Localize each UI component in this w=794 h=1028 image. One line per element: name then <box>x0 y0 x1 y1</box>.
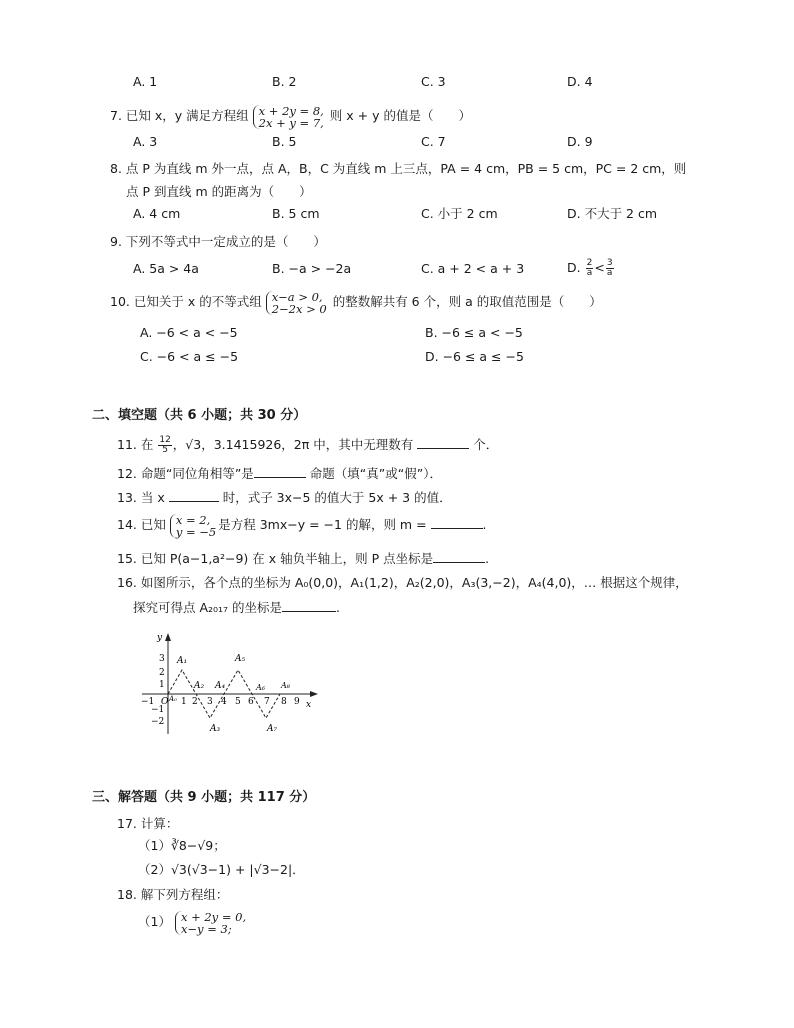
q6-option-a: A. 1 <box>133 74 158 89</box>
q9-option-c: C. a + 2 < a + 3 <box>421 261 525 276</box>
question-13 <box>117 489 452 506</box>
question-14 <box>117 512 487 538</box>
x-axis-arrow <box>310 691 318 697</box>
q14-equation-system <box>170 514 218 538</box>
q7-equation-system <box>253 105 326 129</box>
q7-prefix: 7. 已知 x，y 满足方程组 <box>110 108 249 123</box>
question-12 <box>117 465 442 482</box>
q17-stem: 17. 计算： <box>117 816 179 831</box>
q9-option-a: A. 5a > 4a <box>133 261 199 276</box>
q6-option-d: D. 4 <box>567 74 593 89</box>
q11-frac-num: 12 <box>159 435 171 445</box>
q10-prefix: 10. 已知关于 x 的不等式组 <box>110 294 262 309</box>
q6-option-b: B. 2 <box>272 74 297 89</box>
question-7 <box>110 104 471 129</box>
x-tick-5: 5 <box>235 697 241 707</box>
y-tick-3: 3 <box>159 654 165 664</box>
x-tick-7: 7 <box>264 697 270 707</box>
x-tick-9: 9 <box>294 697 300 707</box>
q9-stem: 9. 下列不等式中一定成立的是（ ） <box>110 234 326 249</box>
q11-answer-blank[interactable] <box>417 436 469 449</box>
q9-frac1-num: 2 <box>586 258 593 268</box>
x-tick-4: 4 <box>221 697 227 707</box>
q18-part1 <box>138 908 248 936</box>
q14-eq1: x = 2, <box>175 512 211 527</box>
q13-suffix: 时，式子 3x−5 的值大于 5x + 3 的值． <box>222 490 452 505</box>
q8-line1: 8. 点 P 为直线 m 外一点，点 A，B，C 为直线 m 上三点，PA = 4 cm，PB = 5 cm，PC = 2 cm，则 <box>110 161 687 176</box>
q8-option-c: C. 小于 2 cm <box>421 206 498 221</box>
q9-frac2-num: 3 <box>606 258 613 268</box>
q18-eq1: x + 2y = 0, <box>180 909 247 924</box>
q15-prefix: 15. 已知 P(a−1,a²−9) 在 x 轴负半轴上，则 P 点坐标是 <box>117 551 434 566</box>
q11-frac-den: 5 <box>162 445 168 455</box>
q8-option-b: B. 5 cm <box>272 206 320 221</box>
q9-option-d <box>567 254 615 282</box>
q9-option-d-label: D. <box>567 260 581 275</box>
q17-part1: （1）∛8−√9； <box>138 838 226 853</box>
q18-stem: 18. 解下列方程组： <box>117 887 229 902</box>
point-label-a3: A₃ <box>210 724 221 734</box>
q13-answer-blank[interactable] <box>169 489 219 502</box>
q9-fraction-1 <box>586 259 594 278</box>
q10-option-a: A. −6 < a < −5 <box>140 325 238 340</box>
q16-line1: 16. 如图所示，各个点的坐标为 A₀(0,0)，A₁(1,2)，A₂(2,0)，A₃(3,−2)，A₄(4,0)，… 根据这个规律， <box>117 575 688 590</box>
q9-frac2-den: a <box>606 268 613 278</box>
q14-middle: 是方程 3mx−y = −1 的解，则 m = <box>218 517 427 532</box>
q10-option-d: D. −6 ≤ a ≤ −5 <box>425 349 524 364</box>
q14-prefix: 14. 已知 <box>117 517 166 532</box>
q18-eq2: x−y = 3; <box>180 921 232 936</box>
y-axis-arrow <box>165 633 171 641</box>
q7-eq1: x + 2y = 8, <box>258 103 324 118</box>
q11-suffix: 个． <box>473 437 499 452</box>
q16-line2-suffix: . <box>336 600 341 615</box>
q13-prefix: 13. 当 x <box>117 490 165 505</box>
q16-answer-blank[interactable] <box>282 599 336 612</box>
q14-suffix: . <box>482 517 487 532</box>
point-label-a7: A₇ <box>267 724 278 734</box>
q12-prefix: 12. 命题“同位角相等”是 <box>117 466 254 481</box>
q7-option-d: D. 9 <box>567 134 593 149</box>
question-15 <box>117 550 489 567</box>
section-3-title: 三、解答题（共 9 小题；共 117 分） <box>92 790 316 805</box>
q16-coordinate-figure <box>138 628 324 738</box>
q7-suffix: 则 x + y 的值是（ ） <box>329 108 471 123</box>
x-tick-2: 2 <box>192 697 198 707</box>
x-tick-neg1: −1 <box>141 697 155 707</box>
y-axis-label: y <box>157 633 163 643</box>
y-tick-neg2: −2 <box>151 717 165 727</box>
q7-option-b: B. 5 <box>272 134 297 149</box>
q6-option-c: C. 3 <box>421 74 446 89</box>
y-tick-neg1: −1 <box>151 705 165 715</box>
q7-option-a: A. 3 <box>133 134 158 149</box>
q16-line2-prefix: 探究可得点 A₂₀₁₇ 的坐标是 <box>133 600 283 615</box>
q7-option-c: C. 7 <box>421 134 446 149</box>
q15-suffix: . <box>485 551 490 566</box>
section-2-title: 二、填空题（共 6 小题；共 30 分） <box>92 408 307 423</box>
q8-option-d: D. 不大于 2 cm <box>567 206 658 221</box>
point-label-a2: A₂ <box>194 681 205 691</box>
q11-prefix: 11. 在 <box>117 437 154 452</box>
q18-equation-system <box>175 911 248 935</box>
y-tick-2: 2 <box>159 668 165 678</box>
x-tick-3: 3 <box>207 697 213 707</box>
q11-middle: ，√3，3.1415926，2π 中，其中无理数有 <box>172 437 414 452</box>
q15-answer-blank[interactable] <box>433 550 485 563</box>
q9-lt: < <box>594 260 605 275</box>
q14-eq2: y = −5 <box>175 524 217 539</box>
q10-option-c: C. −6 < a ≤ −5 <box>140 349 239 364</box>
q18-part1-label: （1） <box>138 914 171 929</box>
q10-eq1: x−a > 0, <box>271 289 323 304</box>
q7-eq2: 2x + y = 7, <box>258 115 324 130</box>
point-label-a6: A₆ <box>256 683 265 692</box>
q16-line2 <box>133 599 340 616</box>
point-label-a4: A₄ <box>215 681 226 691</box>
q10-suffix: 的整数解共有 6 个，则 a 的取值范围是（ ） <box>332 294 602 309</box>
origin-label: O <box>161 697 169 707</box>
question-10 <box>110 289 602 315</box>
q10-eq2: 2−2x > 0 <box>271 301 327 316</box>
q17-part2: （2）√3(√3−1) + |√3−2|． <box>138 862 305 877</box>
point-label-a1: A₁ <box>177 656 188 666</box>
q12-suffix: 命题（填“真”或“假”）． <box>309 466 442 481</box>
point-label-a5: A₅ <box>235 654 246 664</box>
q9-fraction-2 <box>606 259 614 278</box>
question-11 <box>117 433 498 457</box>
x-tick-1: 1 <box>181 697 187 707</box>
x-tick-8: 8 <box>281 697 287 707</box>
q11-fraction <box>158 436 171 455</box>
q8-line2: 点 P 到直线 m 的距离为（ ） <box>126 184 312 199</box>
q14-answer-blank[interactable] <box>431 516 483 529</box>
point-label-a0: A₀ <box>169 695 177 703</box>
x-axis-label: x <box>306 700 312 710</box>
q12-answer-blank[interactable] <box>254 465 306 478</box>
q9-frac1-den: a <box>586 268 593 278</box>
q8-option-a: A. 4 cm <box>133 206 181 221</box>
q9-option-b: B. −a > −2a <box>272 261 352 276</box>
q10-option-b: B. −6 ≤ a < −5 <box>425 325 523 340</box>
point-label-a8: A₈ <box>281 681 290 690</box>
y-tick-1: 1 <box>159 680 165 690</box>
q10-inequality-system <box>266 291 329 315</box>
x-tick-6: 6 <box>248 697 254 707</box>
